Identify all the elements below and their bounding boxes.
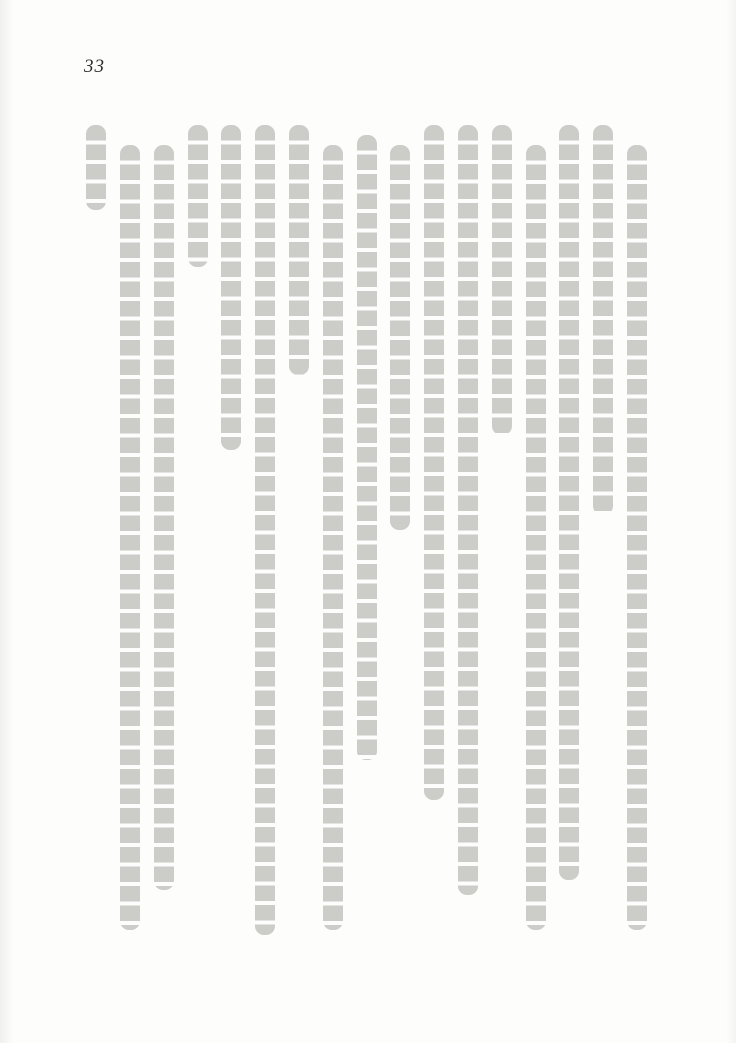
- redacted-text-column: [154, 145, 174, 891]
- redacted-text-column: [627, 145, 647, 931]
- page-number: 33: [84, 56, 105, 77]
- redacted-text-column: [390, 145, 410, 531]
- redacted-text-column: [526, 145, 546, 931]
- redacted-text-column: [120, 145, 140, 931]
- redacted-text-column: [188, 125, 208, 267]
- redacted-text-column: [289, 125, 309, 375]
- redacted-text-column: [458, 125, 478, 895]
- redacted-text-column: [221, 125, 241, 450]
- page-edge-shading-left: [0, 0, 14, 1043]
- redacted-text-column: [492, 125, 512, 435]
- redacted-text-column: [86, 125, 106, 210]
- redacted-text-column: [323, 145, 343, 931]
- redacted-text-column: [559, 125, 579, 880]
- redacted-text-column: [424, 125, 444, 800]
- redacted-text-column: [357, 135, 377, 760]
- redacted-text-column: [255, 125, 275, 935]
- page-edge-shading-right: [726, 0, 736, 1043]
- redacted-text-column: [593, 125, 613, 515]
